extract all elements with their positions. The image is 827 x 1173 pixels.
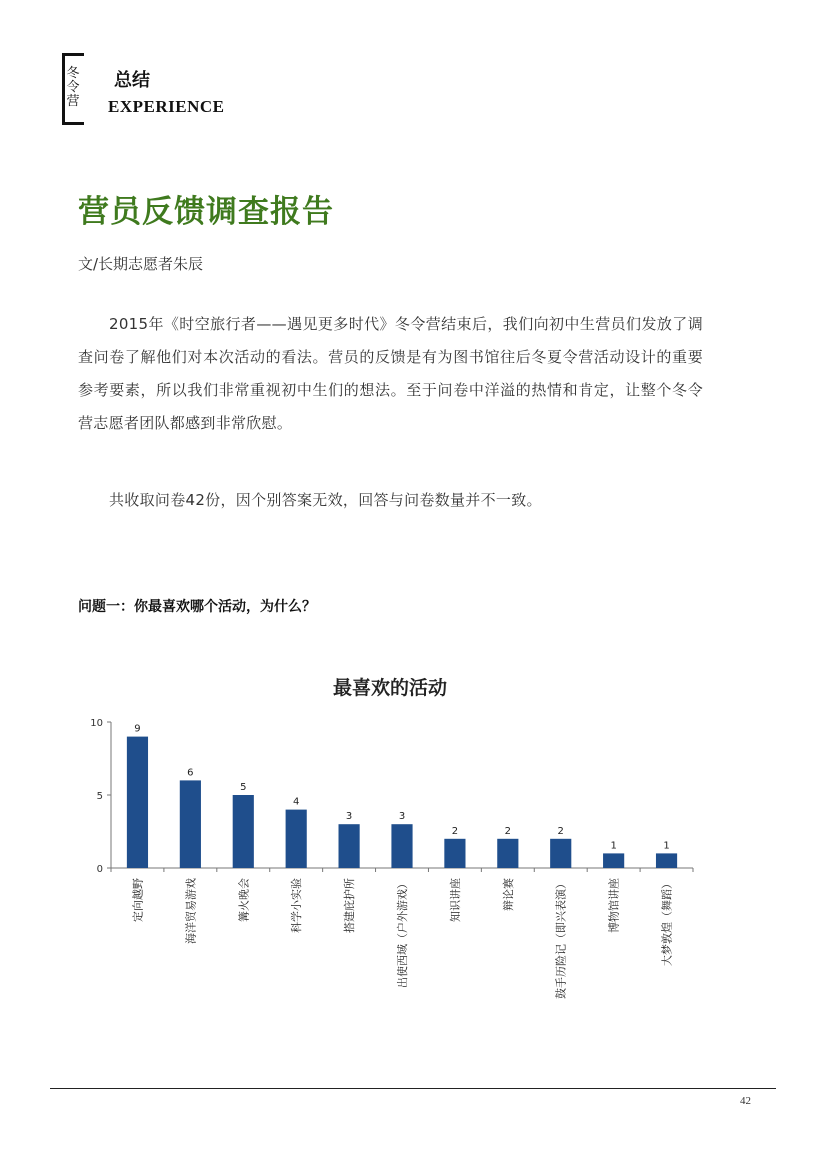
data-label: 4 [292,796,300,808]
data-label: 2 [504,825,512,837]
page-number: 42 [740,1095,751,1107]
bar [550,839,571,868]
category-label: 搭建庇护所 [343,878,357,933]
section-subtitle: EXPERIENCE [108,97,225,116]
category-label: 知识讲座 [448,878,462,922]
article-byline: 文/长期志愿者朱辰 [78,255,204,273]
category-label: 鼓手历险记（即兴表演） [554,878,568,999]
category-label: 科学小实验 [290,878,304,933]
y-tick-label: 5 [96,791,103,802]
category-label: 辩论赛 [501,878,515,911]
bar [286,810,307,868]
category-label: 海洋贸易游戏 [184,878,198,944]
footer-divider [50,1088,776,1089]
bar [339,824,360,868]
data-label: 3 [398,811,406,823]
paragraph-intro: 2015年《时空旅行者——遇见更多时代》冬令营结束后，我们向初中生营员们发放了调查问卷了解他们对本次活动的看法。营员的反馈是有为图书馆往后冬夏令营活动设计的重要参考要素，所以我们非常重视初中生们的想法。至于问卷中洋溢的热情和肯定，让整个冬令营志愿者团队都感到非常欣慰。 [78,315,703,432]
data-label: 1 [610,840,617,852]
y-tick-label: 0 [96,864,103,875]
section-marker [62,53,88,127]
category-label: 博物馆讲座 [607,878,621,933]
vertical-label: 冬 令 营 [66,66,80,109]
category-label: 出使西域（户外游戏） [396,878,409,988]
category-label: 定向越野 [131,878,145,922]
bar [180,780,201,868]
category-label: 篝火晚会 [237,878,251,922]
data-label: 2 [557,825,564,837]
data-label: 1 [663,840,670,852]
paragraph-count: 共收取问卷42份，因个别答案无效，回答与问卷数量并不一致。 [109,491,542,509]
bar [127,737,148,868]
bar [233,795,254,868]
article-title: 营员反馈调查报告 [78,194,334,230]
bar [603,853,624,868]
data-label: 5 [240,782,247,793]
chart-title: 最喜欢的活动 [332,677,448,699]
question-heading: 问题一：你最喜欢哪个活动，为什么？ [78,599,316,615]
section-title: 总结 [114,70,150,91]
data-label: 3 [345,811,353,823]
bar [656,853,677,868]
bar [444,839,465,868]
y-tick-label: 10 [90,718,103,729]
data-label: 9 [134,723,141,735]
bar [497,839,518,868]
data-label: 2 [451,825,459,837]
data-label: 6 [187,767,194,779]
bar [391,824,412,868]
category-label: 大梦敦煌（舞蹈） [660,878,674,966]
